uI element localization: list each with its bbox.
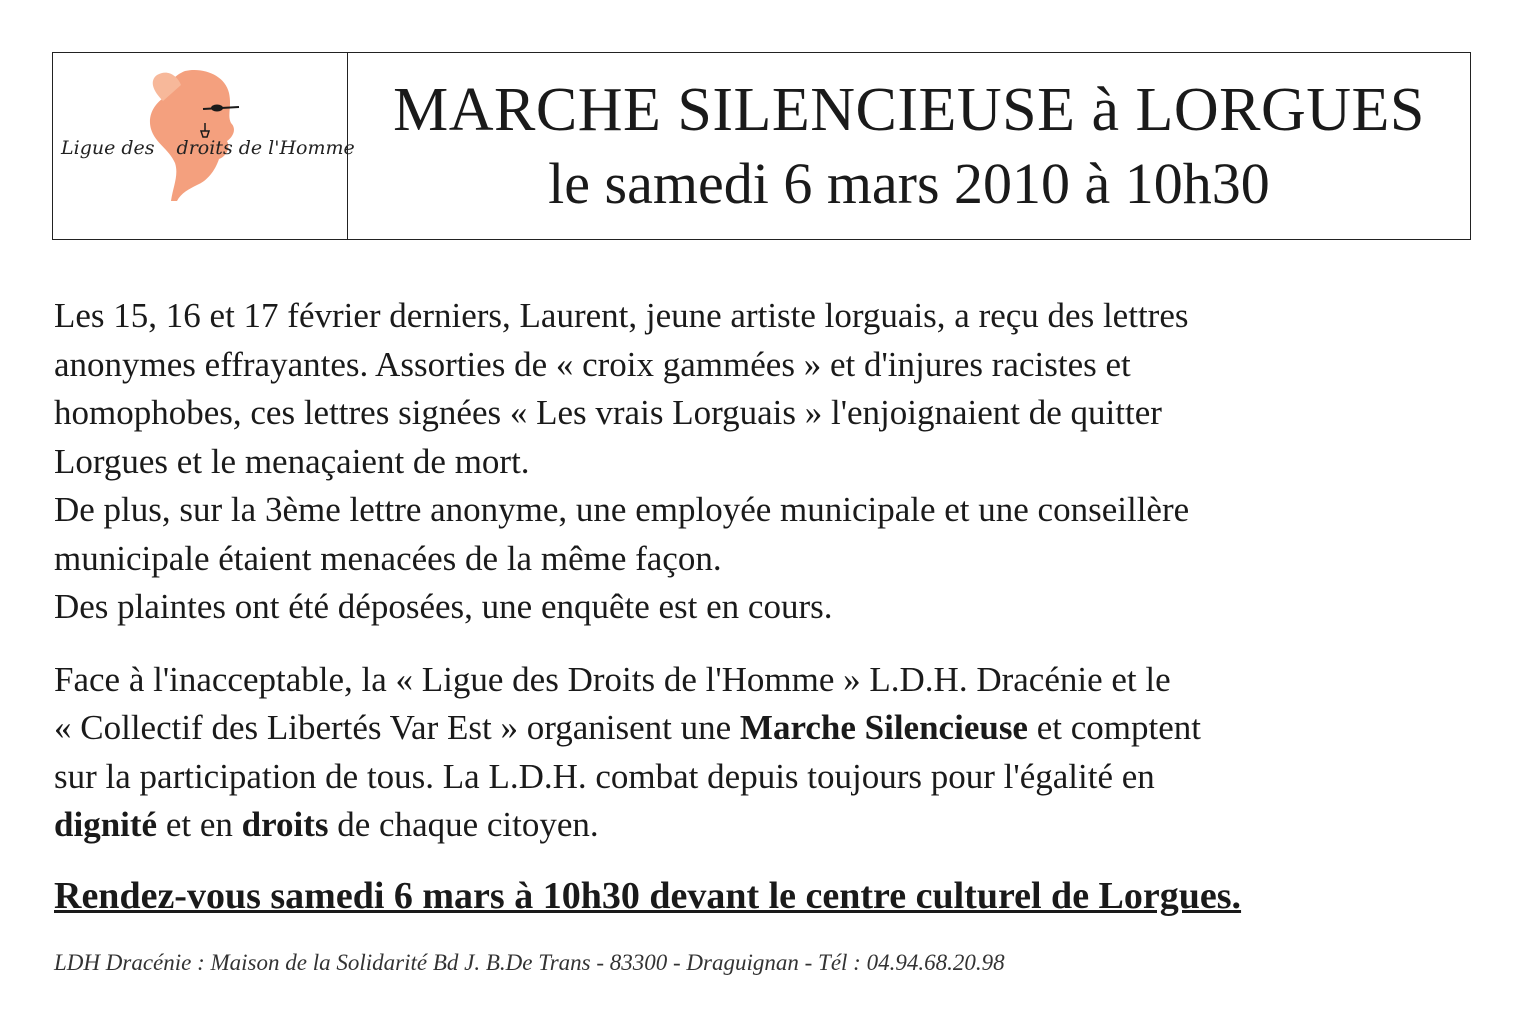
body-text [54,292,1494,850]
header-box [52,52,1471,240]
p2-line-2b: et comptent [1027,708,1201,747]
footer-contact: LDH Dracénie : Maison de la Solidarité Bd J. B.De Trans - 83300 - Draguignan - Tél : 04.94.68.20.98 [54,950,1005,975]
p1-line-7: Des plaintes ont été déposées, une enquête est en cours. [54,587,833,626]
rights-emphasis: droits [241,805,329,844]
p1-line-3: homophobes, ces lettres signées « Les vrais Lorguais » l'enjoignaient de quitter [54,393,1162,432]
march-emphasis: Marche Silencieuse [739,708,1028,747]
rendezvous-line: Rendez-vous samedi 6 mars à 10h30 devant le centre culturel de Lorgues. [54,875,1242,917]
page-title: MARCHE SILENCIEUSE à LORGUES [393,76,1425,144]
logo-caption [61,137,355,159]
logo-eye [211,105,223,112]
p1-line-1: Les 15, 16 et 17 février derniers, Laurent, jeune artiste lorguais, a reçu des lettres [54,296,1189,335]
p2-line-4b: de chaque citoyen. [328,805,599,844]
logo [53,53,355,239]
p1-line-5: De plus, sur la 3ème lettre anonyme, une employée municipale et une conseillère [54,490,1190,529]
p1-line-2: anonymes effrayantes. Assorties de « croix gammées » et d'injures racistes et [54,344,1131,384]
marianne-profile-icon [133,67,253,202]
paragraph-1 [54,292,1494,632]
p1-line-6: municipale étaient menacées de la même façon. [54,538,722,578]
p2-line-3: sur la participation de tous. La L.D.H. combat depuis toujours pour l'égalité en [54,756,1155,796]
logo-word-2: droits de l'Homme [176,137,355,159]
p2-line-2a: « Collectif des Libertés Var Est » organisent une [54,708,740,747]
event-date: le samedi 6 mars 2010 à 10h30 [548,151,1270,216]
dignity-emphasis: dignité [54,805,158,844]
p1-line-4: Lorgues et le menaçaient de mort. [54,441,530,481]
paragraph-2 [54,656,1494,850]
p2-line-4a: et en [157,805,242,844]
p2-line-1: Face à l'inacceptable, la « Ligue des Droits de l'Homme » L.D.H. Dracénie et le [54,659,1171,699]
title-block [348,53,1470,239]
logo-word-1: Ligue des [61,137,155,159]
